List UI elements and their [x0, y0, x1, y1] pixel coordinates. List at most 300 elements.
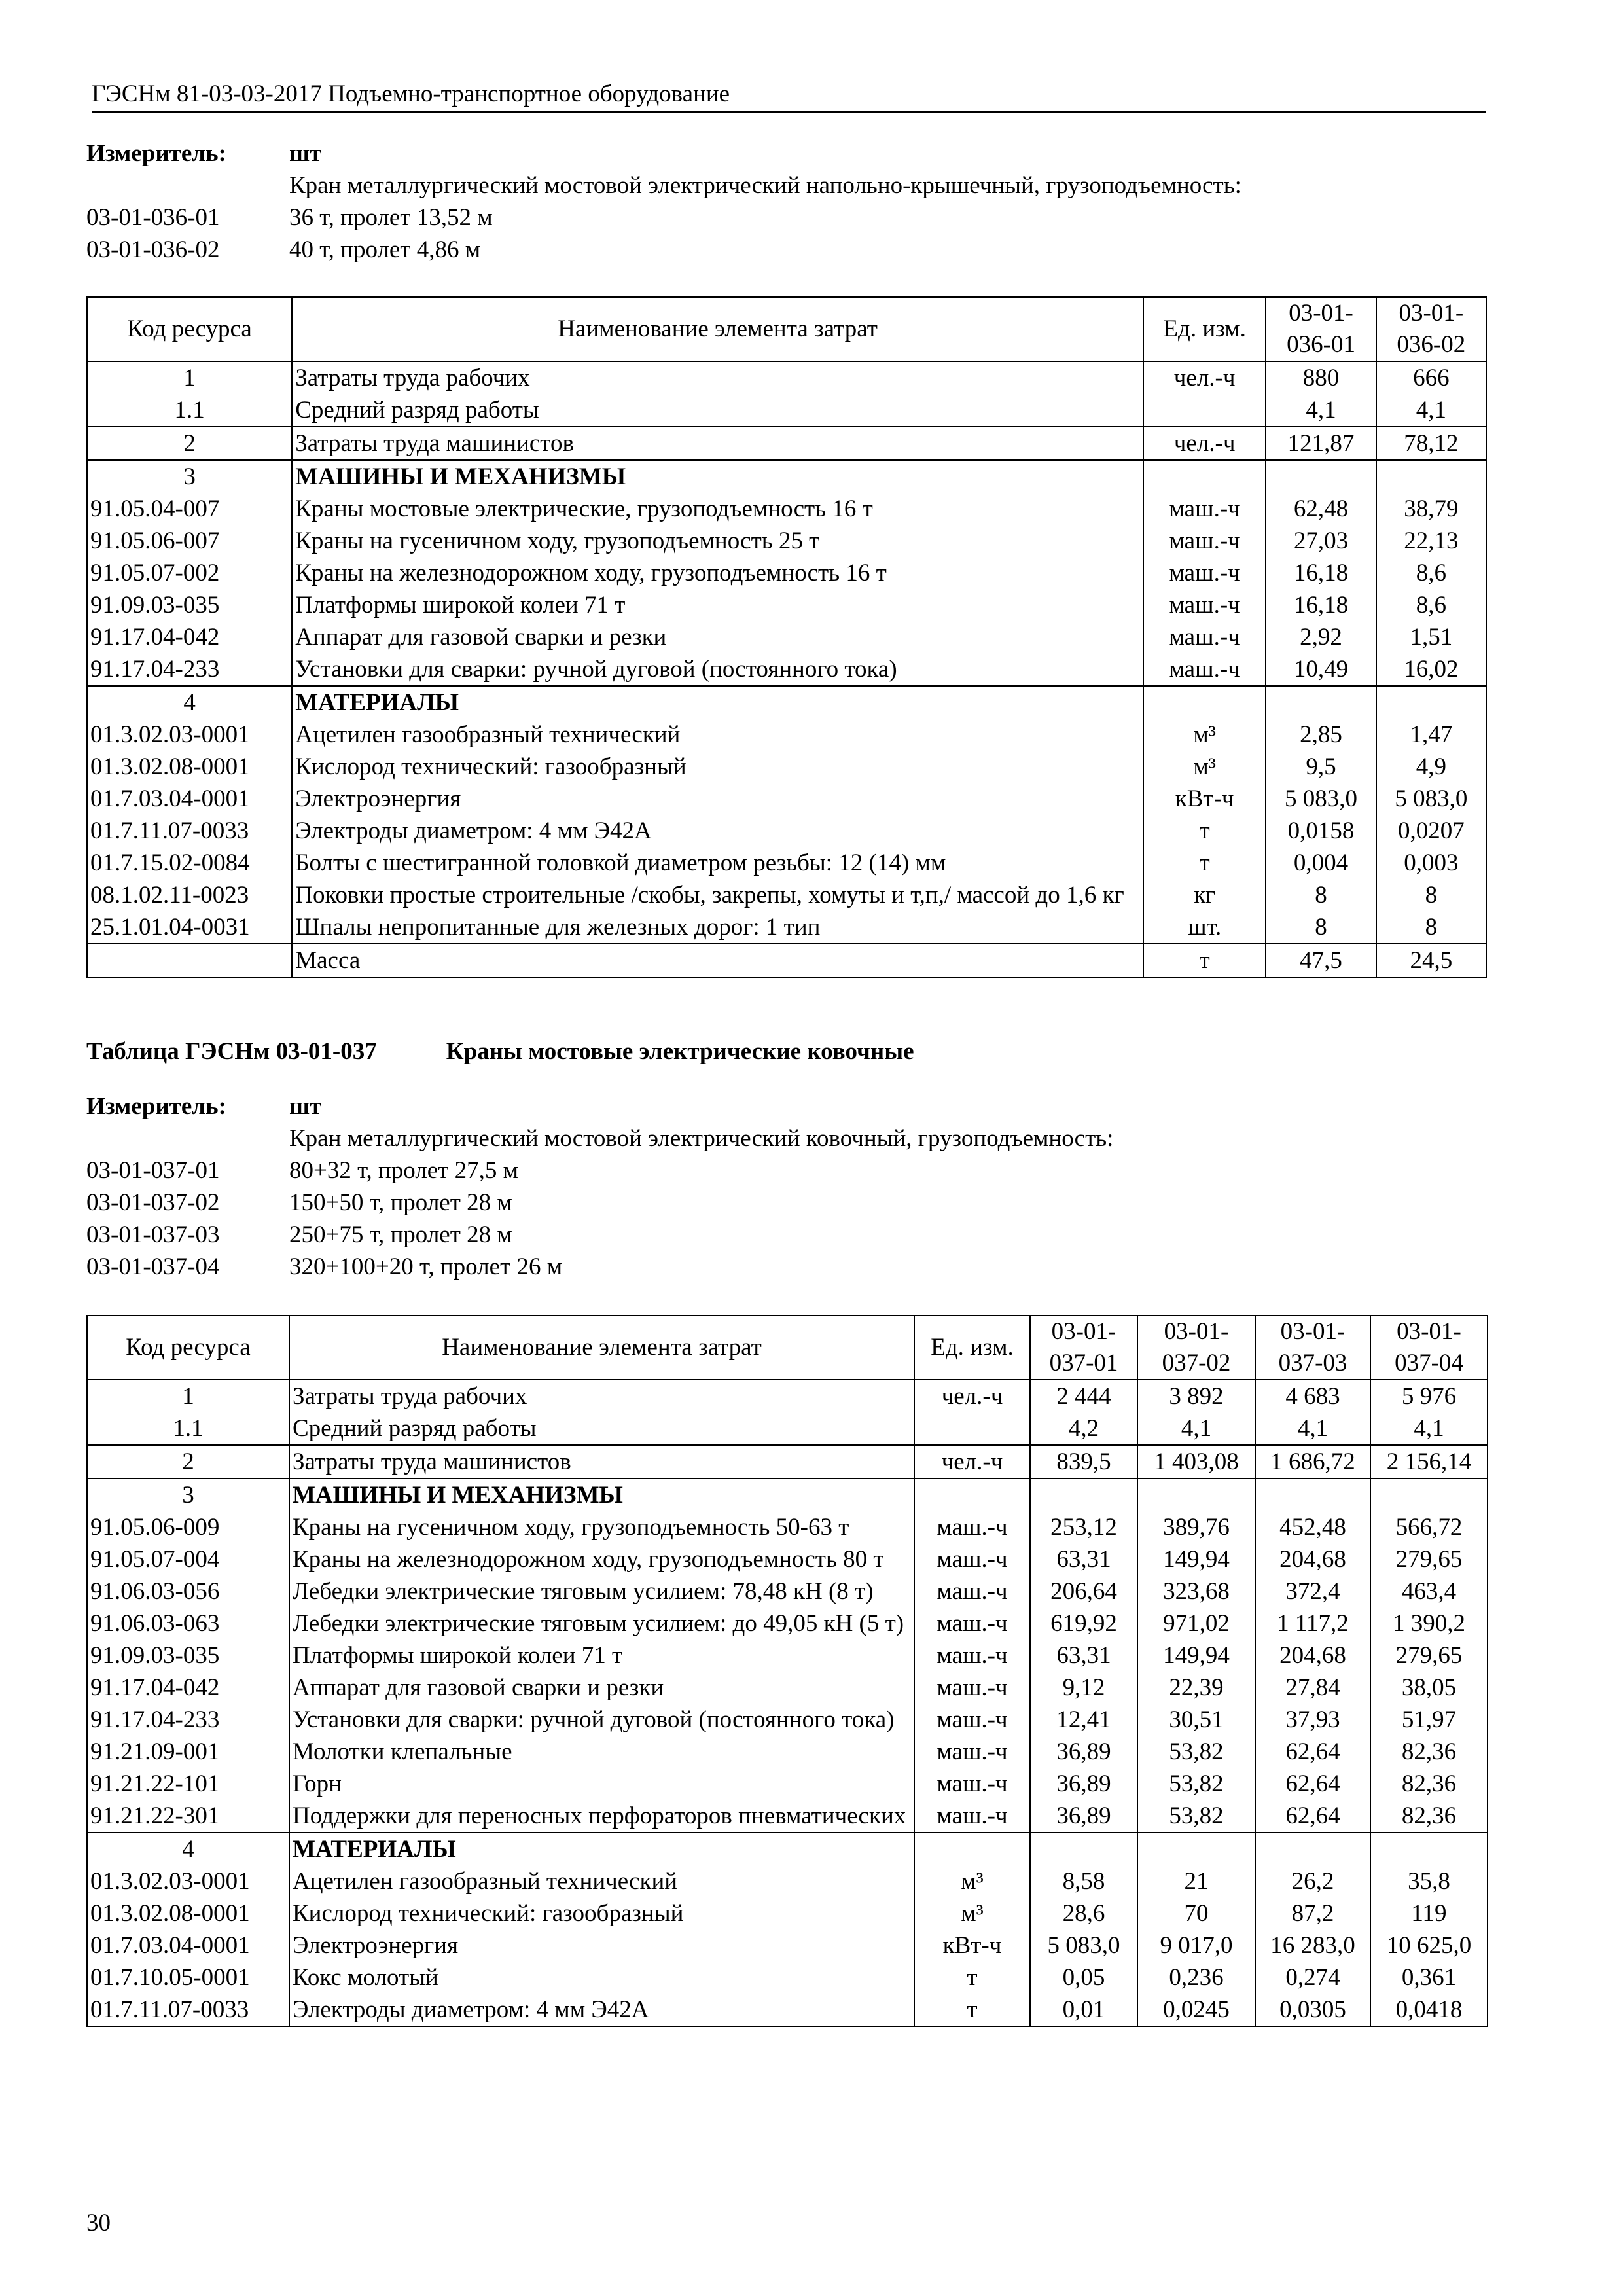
- table-row: [87, 751, 1486, 783]
- resource-value: 0,236: [1137, 1962, 1255, 1994]
- resource-code: 91.17.04-233: [87, 1704, 289, 1736]
- resource-value: 0,0305: [1255, 1994, 1370, 2026]
- resource-name: МАТЕРИАЛЫ: [289, 1833, 914, 1865]
- resource-value: 4,1: [1376, 394, 1486, 427]
- table-title-name: Краны мостовые электрические ковочные: [446, 1038, 914, 1065]
- resource-value: 51,97: [1370, 1704, 1488, 1736]
- measure-item: [86, 1187, 1487, 1219]
- table-row: [87, 1833, 1488, 1865]
- resource-value: 16 283,0: [1255, 1929, 1370, 1962]
- resource-value: 8,6: [1376, 557, 1486, 589]
- table-row: [87, 1768, 1488, 1800]
- resource-value: 8,58: [1030, 1865, 1137, 1897]
- header-col: [1030, 1316, 1137, 1380]
- resource-value: 204,68: [1255, 1543, 1370, 1575]
- resource-unit: кВт-ч: [1143, 783, 1266, 815]
- resource-unit: чел.-ч: [1143, 361, 1266, 394]
- resource-name: МАШИНЫ И МЕХАНИЗМЫ: [292, 460, 1143, 493]
- resource-name: Средний разряд работы: [289, 1412, 914, 1445]
- header-unit: Ед. изм.: [1143, 297, 1266, 361]
- resource-value: 53,82: [1137, 1768, 1255, 1800]
- resource-name: Болты с шестигранной головкой диаметром резьбы: 12 (14) мм: [292, 847, 1143, 879]
- measure-value: шт: [289, 140, 322, 167]
- resource-value: 27,03: [1266, 525, 1376, 557]
- resource-value: 5 083,0: [1030, 1929, 1137, 1962]
- resource-value: 0,003: [1376, 847, 1486, 879]
- resource-value: 8,6: [1376, 589, 1486, 621]
- resource-name: Лебедки электрические тяговым усилием: 78,48 кН (8 т): [289, 1575, 914, 1607]
- resource-value: 619,92: [1030, 1607, 1137, 1640]
- resource-value: 5 083,0: [1376, 783, 1486, 815]
- resource-table-1: [86, 296, 1487, 978]
- header-col: [1370, 1316, 1488, 1380]
- resource-unit: [1143, 686, 1266, 719]
- table-row: [87, 621, 1486, 653]
- resource-value: 78,12: [1376, 427, 1486, 460]
- resource-unit: маш.-ч: [914, 1575, 1030, 1607]
- measure-item-code: 03-01-037-04: [86, 1253, 220, 1280]
- resource-value: 119: [1370, 1897, 1488, 1929]
- resource-value: 28,6: [1030, 1897, 1137, 1929]
- column-code: 03-01- 037-03: [1278, 1318, 1347, 1376]
- table-row: [87, 783, 1486, 815]
- measure-item-text: 40 т, пролет 4,86 м: [289, 236, 481, 263]
- table-row: [87, 1897, 1488, 1929]
- resource-value: 27,84: [1255, 1672, 1370, 1704]
- resource-unit: кВт-ч: [914, 1929, 1030, 1962]
- resource-unit: маш.-ч: [914, 1768, 1030, 1800]
- table-row: [87, 1865, 1488, 1897]
- measure-description: Кран металлургический мостовой электрический ковочный, грузоподъемность:: [289, 1125, 1114, 1152]
- resource-code: 1.1: [87, 394, 292, 427]
- table-row: [87, 719, 1486, 751]
- resource-unit: чел.-ч: [914, 1380, 1030, 1412]
- resource-name: Кислород технический: газообразный: [289, 1897, 914, 1929]
- resource-code: 91.17.04-042: [87, 1672, 289, 1704]
- resource-value: 0,01: [1030, 1994, 1137, 2026]
- resource-code: 01.7.15.02-0084: [87, 847, 292, 879]
- resource-unit: маш.-ч: [1143, 589, 1266, 621]
- table-row: [87, 493, 1486, 525]
- resource-code: 3: [87, 460, 292, 493]
- resource-value: 2,92: [1266, 621, 1376, 653]
- resource-unit: т: [1143, 944, 1266, 977]
- page-header: [92, 77, 1486, 113]
- resource-value: 63,31: [1030, 1543, 1137, 1575]
- resource-code: 4: [87, 1833, 289, 1865]
- resource-name: Лебедки электрические тяговым усилием: до 49,05 кН (5 т): [289, 1607, 914, 1640]
- resource-unit: м³: [1143, 719, 1266, 751]
- resource-value: 9,5: [1266, 751, 1376, 783]
- resource-name: Молотки клепальные: [289, 1736, 914, 1768]
- table-row: [87, 911, 1486, 944]
- resource-value: 38,79: [1376, 493, 1486, 525]
- header-name: Наименование элемента затрат: [289, 1316, 914, 1380]
- resource-name: МАТЕРИАЛЫ: [292, 686, 1143, 719]
- resource-value: 35,8: [1370, 1865, 1488, 1897]
- resource-value: 24,5: [1376, 944, 1486, 977]
- resource-value: 4,1: [1255, 1412, 1370, 1445]
- header-col: [1376, 297, 1486, 361]
- table-row: [87, 361, 1486, 394]
- resource-value: 666: [1376, 361, 1486, 394]
- resource-value: 0,0207: [1376, 815, 1486, 847]
- resource-value: 36,89: [1030, 1736, 1137, 1768]
- resource-value: [1030, 1479, 1137, 1511]
- resource-code: 01.3.02.08-0001: [87, 1897, 289, 1929]
- resource-value: 149,94: [1137, 1543, 1255, 1575]
- resource-value: 22,13: [1376, 525, 1486, 557]
- resource-value: 452,48: [1255, 1511, 1370, 1543]
- resource-value: 9 017,0: [1137, 1929, 1255, 1962]
- resource-value: 5 976: [1370, 1380, 1488, 1412]
- resource-unit: маш.-ч: [914, 1672, 1030, 1704]
- resource-unit: маш.-ч: [1143, 525, 1266, 557]
- resource-name: Электроэнергия: [292, 783, 1143, 815]
- resource-name: Затраты труда рабочих: [289, 1380, 914, 1412]
- resource-value: 10 625,0: [1370, 1929, 1488, 1962]
- resource-value: 8: [1266, 879, 1376, 911]
- measure-item-code: 03-01-036-02: [86, 236, 220, 263]
- table-row: [87, 847, 1486, 879]
- header-code: Код ресурса: [87, 297, 292, 361]
- resource-name: Кокс молотый: [289, 1962, 914, 1994]
- table-row: [87, 1412, 1488, 1445]
- table-row: [87, 1511, 1488, 1543]
- resource-name: Поковки простые строительные /скобы, закрепы, хомуты и т,п,/ массой до 1,6 кг: [292, 879, 1143, 911]
- resource-name: Затраты труда машинистов: [289, 1445, 914, 1479]
- header-code: Код ресурса: [87, 1316, 289, 1380]
- resource-value: 1 686,72: [1255, 1445, 1370, 1479]
- measure-item-text: 320+100+20 т, пролет 26 м: [289, 1253, 563, 1280]
- resource-code: 25.1.01.04-0031: [87, 911, 292, 944]
- resource-code: 3: [87, 1479, 289, 1511]
- resource-unit: маш.-ч: [914, 1640, 1030, 1672]
- header-col: [1255, 1316, 1370, 1380]
- resource-value: 12,41: [1030, 1704, 1137, 1736]
- table-row: [87, 557, 1486, 589]
- resource-value: 4,1: [1370, 1412, 1488, 1445]
- resource-code: 91.05.07-004: [87, 1543, 289, 1575]
- resource-code: 91.21.09-001: [87, 1736, 289, 1768]
- resource-unit: [1143, 394, 1266, 427]
- resource-value: [1030, 1833, 1137, 1865]
- resource-value: 2,85: [1266, 719, 1376, 751]
- resource-name: Электроэнергия: [289, 1929, 914, 1962]
- table-row: [87, 1704, 1488, 1736]
- resource-name: Аппарат для газовой сварки и резки: [292, 621, 1143, 653]
- resource-value: 463,4: [1370, 1575, 1488, 1607]
- resource-value: 4 683: [1255, 1380, 1370, 1412]
- measure-item-code: 03-01-036-01: [86, 204, 220, 231]
- resource-unit: т: [914, 1994, 1030, 2026]
- page-number: 30: [86, 2210, 111, 2236]
- resource-code: 2: [87, 427, 292, 460]
- measure-item: [86, 234, 1487, 266]
- resource-code: 01.7.10.05-0001: [87, 1962, 289, 1994]
- resource-code: 91.17.04-042: [87, 621, 292, 653]
- resource-code: 91.05.06-009: [87, 1511, 289, 1543]
- resource-code: [87, 944, 292, 977]
- measure-block-1: [86, 137, 1487, 266]
- table-row: [87, 944, 1486, 977]
- resource-value: 0,361: [1370, 1962, 1488, 1994]
- resource-code: 01.7.11.07-0033: [87, 1994, 289, 2026]
- resource-code: 91.21.22-301: [87, 1800, 289, 1833]
- header-col: [1266, 297, 1376, 361]
- resource-code: 91.09.03-035: [87, 1640, 289, 1672]
- resource-name: Затраты труда машинистов: [292, 427, 1143, 460]
- resource-value: 87,2: [1255, 1897, 1370, 1929]
- resource-code: 91.06.03-056: [87, 1575, 289, 1607]
- resource-value: [1266, 460, 1376, 493]
- header-unit: Ед. изм.: [914, 1316, 1030, 1380]
- resource-value: 279,65: [1370, 1640, 1488, 1672]
- table-row: [87, 1994, 1488, 2026]
- resource-code: 1.1: [87, 1412, 289, 1445]
- resource-value: 8: [1266, 911, 1376, 944]
- resource-unit: чел.-ч: [1143, 427, 1266, 460]
- resource-value: 36,89: [1030, 1800, 1137, 1833]
- resource-name: Краны мостовые электрические, грузоподъемность 16 т: [292, 493, 1143, 525]
- resource-value: 0,0418: [1370, 1994, 1488, 2026]
- table-row: [87, 1672, 1488, 1704]
- resource-value: 1,47: [1376, 719, 1486, 751]
- resource-name: Аппарат для газовой сварки и резки: [289, 1672, 914, 1704]
- resource-value: 37,93: [1255, 1704, 1370, 1736]
- resource-value: 204,68: [1255, 1640, 1370, 1672]
- resource-unit: м³: [914, 1897, 1030, 1929]
- resource-value: 149,94: [1137, 1640, 1255, 1672]
- resource-code: 91.05.06-007: [87, 525, 292, 557]
- resource-name: Краны на железнодорожном ходу, грузоподъемность 16 т: [292, 557, 1143, 589]
- table-row: [87, 1640, 1488, 1672]
- resource-value: 21: [1137, 1865, 1255, 1897]
- measure-item-code: 03-01-037-01: [86, 1157, 220, 1184]
- resource-name: Электроды диаметром: 4 мм Э42А: [289, 1994, 914, 2026]
- table-row: [87, 394, 1486, 427]
- resource-value: 26,2: [1255, 1865, 1370, 1897]
- resource-name: Ацетилен газообразный технический: [292, 719, 1143, 751]
- resource-value: 2 444: [1030, 1380, 1137, 1412]
- table-row: [87, 1445, 1488, 1479]
- resource-unit: маш.-ч: [914, 1543, 1030, 1575]
- column-code: 03-01- 036-02: [1397, 300, 1466, 358]
- resource-value: 279,65: [1370, 1543, 1488, 1575]
- resource-value: 53,82: [1137, 1800, 1255, 1833]
- resource-value: 16,02: [1376, 653, 1486, 686]
- table-row: [87, 427, 1486, 460]
- table-row: [87, 525, 1486, 557]
- measure-item: [86, 1219, 1487, 1251]
- resource-code: 1: [87, 1380, 289, 1412]
- resource-value: 62,64: [1255, 1800, 1370, 1833]
- resource-unit: [914, 1479, 1030, 1511]
- resource-unit: кг: [1143, 879, 1266, 911]
- table-row: [87, 879, 1486, 911]
- resource-unit: т: [914, 1962, 1030, 1994]
- page-header-title: ГЭСНм 81-03-03-2017 Подъемно-транспортное оборудование: [92, 81, 730, 107]
- resource-name: Кислород технический: газообразный: [292, 751, 1143, 783]
- table-row: [87, 1607, 1488, 1640]
- column-code: 03-01- 037-04: [1395, 1318, 1463, 1376]
- resource-unit: маш.-ч: [1143, 621, 1266, 653]
- resource-value: [1370, 1479, 1488, 1511]
- measure-item-text: 250+75 т, пролет 28 м: [289, 1221, 512, 1248]
- table-row: [87, 1479, 1488, 1511]
- resource-unit: маш.-ч: [914, 1607, 1030, 1640]
- measure-item: [86, 1251, 1487, 1283]
- resource-code: 01.3.02.03-0001: [87, 719, 292, 751]
- resource-code: 91.17.04-233: [87, 653, 292, 686]
- resource-unit: [1143, 460, 1266, 493]
- resource-value: 839,5: [1030, 1445, 1137, 1479]
- resource-value: [1370, 1833, 1488, 1865]
- resource-code: 08.1.02.11-0023: [87, 879, 292, 911]
- resource-value: 1 117,2: [1255, 1607, 1370, 1640]
- resource-unit: маш.-ч: [914, 1704, 1030, 1736]
- resource-name: Электроды диаметром: 4 мм Э42А: [292, 815, 1143, 847]
- resource-unit: т: [1143, 847, 1266, 879]
- measure-label: Измеритель:: [86, 1093, 226, 1120]
- resource-value: [1376, 686, 1486, 719]
- resource-name: Средний разряд работы: [292, 394, 1143, 427]
- measure-description: Кран металлургический мостовой электрический напольно-крышечный, грузоподъемность:: [289, 172, 1241, 199]
- resource-value: 2 156,14: [1370, 1445, 1488, 1479]
- resource-value: 4,1: [1266, 394, 1376, 427]
- resource-code: 01.3.02.03-0001: [87, 1865, 289, 1897]
- resource-value: 1 390,2: [1370, 1607, 1488, 1640]
- resource-value: 82,36: [1370, 1768, 1488, 1800]
- resource-unit: маш.-ч: [1143, 557, 1266, 589]
- resource-code: 91.05.07-002: [87, 557, 292, 589]
- resource-unit: чел.-ч: [914, 1445, 1030, 1479]
- measure-item-code: 03-01-037-03: [86, 1221, 220, 1248]
- resource-code: 4: [87, 686, 292, 719]
- resource-value: 4,1: [1137, 1412, 1255, 1445]
- resource-value: [1137, 1479, 1255, 1511]
- resource-unit: маш.-ч: [914, 1800, 1030, 1833]
- resource-name: Платформы широкой колеи 71 т: [292, 589, 1143, 621]
- resource-value: 16,18: [1266, 589, 1376, 621]
- resource-value: 1 403,08: [1137, 1445, 1255, 1479]
- resource-value: [1255, 1479, 1370, 1511]
- resource-unit: м³: [1143, 751, 1266, 783]
- resource-name: Установки для сварки: ручной дуговой (постоянного тока): [289, 1704, 914, 1736]
- table-row: [87, 1929, 1488, 1962]
- resource-name: Ацетилен газообразный технический: [289, 1865, 914, 1897]
- header-name: Наименование элемента затрат: [292, 297, 1143, 361]
- resource-unit: м³: [914, 1865, 1030, 1897]
- resource-value: 63,31: [1030, 1640, 1137, 1672]
- resource-value: 16,18: [1266, 557, 1376, 589]
- resource-name: Краны на железнодорожном ходу, грузоподъемность 80 т: [289, 1543, 914, 1575]
- resource-value: 62,64: [1255, 1768, 1370, 1800]
- table-row: [87, 815, 1486, 847]
- measure-item-text: 80+32 т, пролет 27,5 м: [289, 1157, 519, 1184]
- table-row: [87, 1380, 1488, 1412]
- resource-value: [1376, 460, 1486, 493]
- resource-unit: [914, 1833, 1030, 1865]
- resource-unit: маш.-ч: [914, 1736, 1030, 1768]
- resource-value: 3 892: [1137, 1380, 1255, 1412]
- column-code: 03-01- 036-01: [1287, 300, 1355, 358]
- resource-value: 62,48: [1266, 493, 1376, 525]
- table-title-label: Таблица ГЭСНм 03-01-037: [86, 1038, 377, 1065]
- resource-value: 206,64: [1030, 1575, 1137, 1607]
- table-row: [87, 460, 1486, 493]
- resource-value: 0,274: [1255, 1962, 1370, 1994]
- measure-item-code: 03-01-037-02: [86, 1189, 220, 1216]
- column-code: 03-01- 037-01: [1049, 1318, 1118, 1376]
- resource-code: 91.05.04-007: [87, 493, 292, 525]
- measure-item-text: 150+50 т, пролет 28 м: [289, 1189, 512, 1216]
- header-col: [1137, 1316, 1255, 1380]
- resource-name: Краны на гусеничном ходу, грузоподъемность 50-63 т: [289, 1511, 914, 1543]
- resource-name: Установки для сварки: ручной дуговой (постоянного тока): [292, 653, 1143, 686]
- resource-unit: маш.-ч: [1143, 653, 1266, 686]
- table-row: [87, 1736, 1488, 1768]
- resource-value: 47,5: [1266, 944, 1376, 977]
- resource-code: 01.7.03.04-0001: [87, 783, 292, 815]
- resource-value: 0,0158: [1266, 815, 1376, 847]
- resource-value: 22,39: [1137, 1672, 1255, 1704]
- resource-unit: шт.: [1143, 911, 1266, 944]
- measure-block-2: [86, 1090, 1487, 1283]
- resource-value: 82,36: [1370, 1800, 1488, 1833]
- resource-value: 0,004: [1266, 847, 1376, 879]
- resource-unit: маш.-ч: [914, 1511, 1030, 1543]
- resource-name: Поддержки для переносных перфораторов пневматических: [289, 1800, 914, 1833]
- table-row: [87, 589, 1486, 621]
- measure-item-text: 36 т, пролет 13,52 м: [289, 204, 493, 231]
- resource-value: 53,82: [1137, 1736, 1255, 1768]
- resource-code: 2: [87, 1445, 289, 1479]
- resource-name: Платформы широкой колеи 71 т: [289, 1640, 914, 1672]
- resource-unit: [914, 1412, 1030, 1445]
- resource-name: Масса: [292, 944, 1143, 977]
- measure-label: Измеритель:: [86, 140, 226, 167]
- resource-value: 971,02: [1137, 1607, 1255, 1640]
- resource-name: Шпалы непропитанные для железных дорог: 1 тип: [292, 911, 1143, 944]
- resource-value: 0,0245: [1137, 1994, 1255, 2026]
- resource-value: 372,4: [1255, 1575, 1370, 1607]
- resource-value: 30,51: [1137, 1704, 1255, 1736]
- resource-name: МАШИНЫ И МЕХАНИЗМЫ: [289, 1479, 914, 1511]
- resource-value: 8: [1376, 879, 1486, 911]
- resource-value: [1137, 1833, 1255, 1865]
- resource-code: 1: [87, 361, 292, 394]
- resource-unit: маш.-ч: [1143, 493, 1266, 525]
- table-row: [87, 1962, 1488, 1994]
- resource-table-2: [86, 1315, 1488, 2027]
- table-row: [87, 653, 1486, 686]
- measure-item: [86, 1155, 1487, 1187]
- measure-value: шт: [289, 1093, 322, 1120]
- resource-value: 8: [1376, 911, 1486, 944]
- resource-value: 62,64: [1255, 1736, 1370, 1768]
- resource-value: 38,05: [1370, 1672, 1488, 1704]
- resource-value: 0,05: [1030, 1962, 1137, 1994]
- resource-value: 323,68: [1137, 1575, 1255, 1607]
- resource-code: 91.06.03-063: [87, 1607, 289, 1640]
- resource-value: 82,36: [1370, 1736, 1488, 1768]
- resource-value: 9,12: [1030, 1672, 1137, 1704]
- resource-value: 880: [1266, 361, 1376, 394]
- resource-value: 4,9: [1376, 751, 1486, 783]
- resource-value: [1266, 686, 1376, 719]
- resource-unit: т: [1143, 815, 1266, 847]
